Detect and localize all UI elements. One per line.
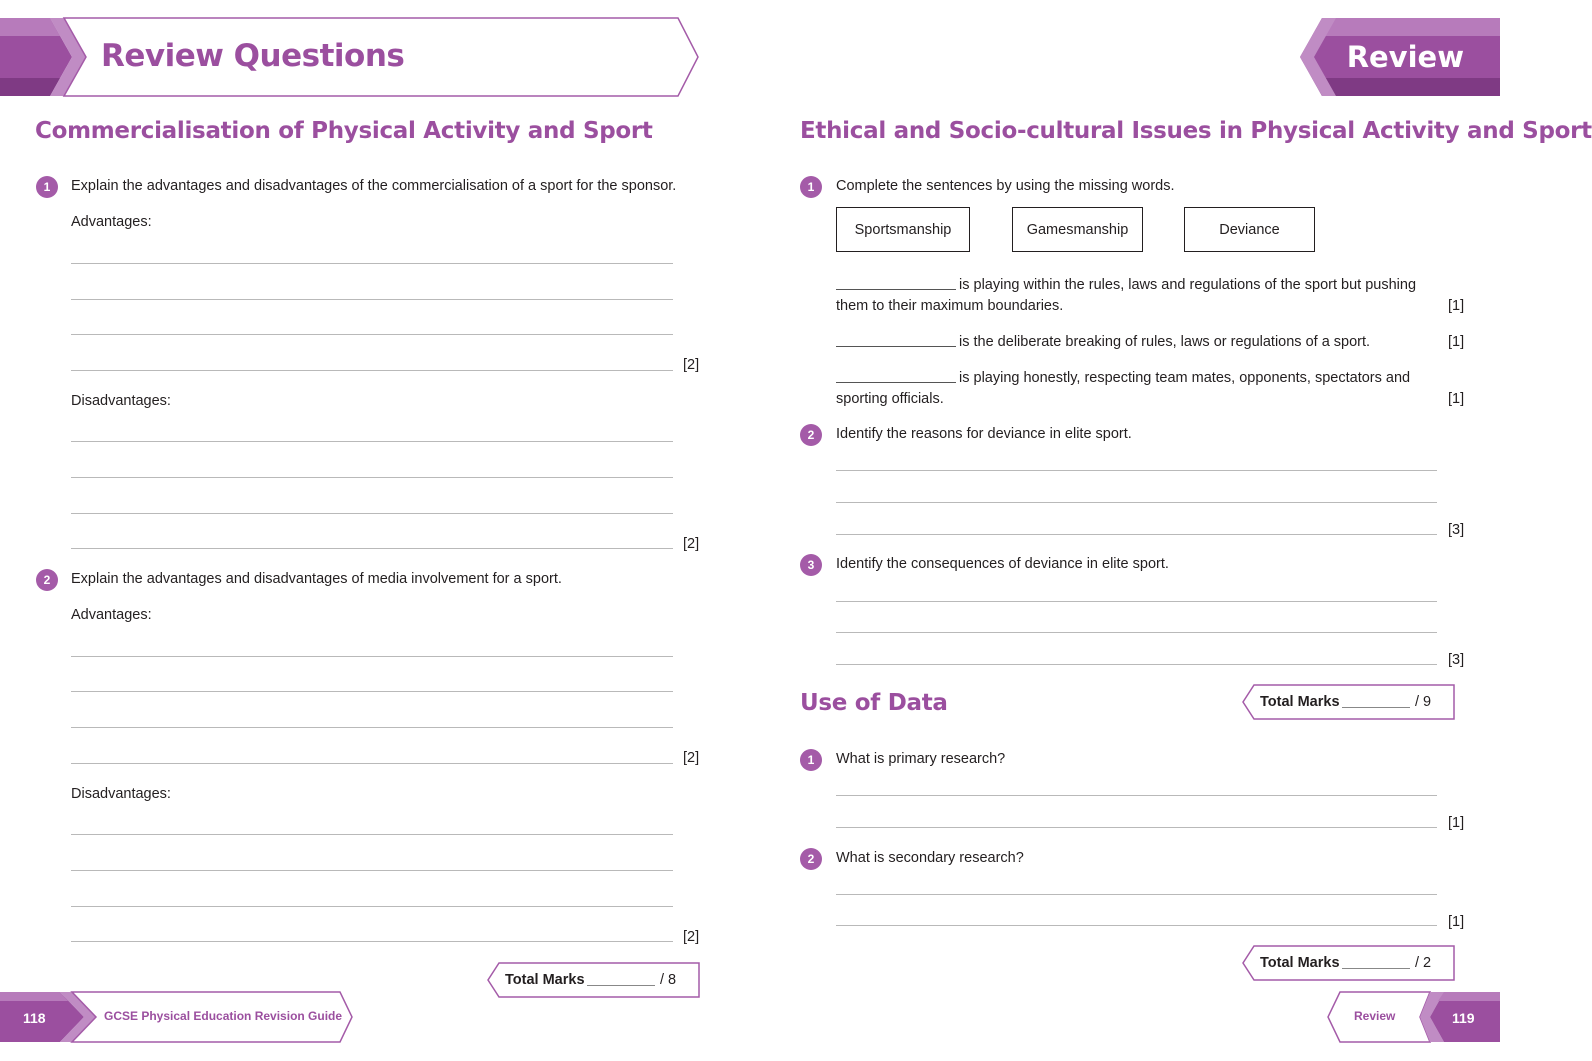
total-marks-box [487, 962, 701, 999]
mark-allocation: [1] [1448, 391, 1465, 407]
section-title-use-of-data: Use of Data [800, 690, 948, 716]
question-text: What is primary research? [836, 751, 1006, 767]
sentence-text-continued: them to their maximum boundaries. [836, 298, 1064, 314]
page-number-left: 118 [23, 1010, 46, 1026]
total-marks-blank[interactable] [1342, 968, 1410, 969]
sentence-text-continued: sporting officials. [836, 391, 944, 407]
answer-line[interactable] [836, 827, 1437, 828]
answer-line[interactable] [836, 470, 1437, 471]
question-number: 1 [800, 749, 822, 771]
mark-allocation: [1] [1448, 815, 1465, 831]
answer-line[interactable] [71, 941, 673, 942]
answer-line[interactable] [836, 795, 1437, 796]
disadvantages-label: Disadvantages: [71, 393, 171, 409]
answer-line[interactable] [836, 664, 1437, 665]
answer-line[interactable] [836, 601, 1437, 602]
question-text: Explain the advantages and disadvantages of the commercialisation of a sport for the sponsor. [71, 178, 677, 194]
word-box-deviance: Deviance [1184, 207, 1315, 252]
answer-line[interactable] [71, 727, 673, 728]
answer-line[interactable] [71, 299, 673, 300]
answer-line[interactable] [836, 502, 1437, 503]
answer-line[interactable] [71, 763, 673, 764]
question-text: What is secondary research? [836, 850, 1024, 866]
mark-allocation: [3] [1448, 652, 1465, 668]
sentence-text: is playing within the rules, laws and regulations of the sport but pushing [959, 277, 1417, 293]
answer-line[interactable] [71, 263, 673, 264]
answer-line[interactable] [836, 894, 1437, 895]
book-title: GCSE Physical Education Revision Guide [104, 1009, 343, 1023]
mark-allocation: [2] [683, 929, 700, 945]
advantages-label: Advantages: [71, 214, 152, 230]
answer-line[interactable] [71, 656, 673, 657]
total-marks-box [1242, 684, 1456, 721]
answer-line[interactable] [836, 534, 1437, 535]
answer-line[interactable] [71, 834, 673, 835]
question-number: 1 [36, 176, 58, 198]
question-number: 2 [36, 569, 58, 591]
advantages-label: Advantages: [71, 607, 152, 623]
question-text: Identify the reasons for deviance in elite sport. [836, 426, 1132, 442]
mark-allocation: [1] [1448, 914, 1465, 930]
question-number: 1 [800, 176, 822, 198]
question-text: Complete the sentences by using the missing words. [836, 178, 1175, 194]
page-title: Review Questions [101, 38, 405, 74]
word-box-sportsmanship: Sportsmanship [836, 207, 970, 252]
mark-allocation: [1] [1448, 298, 1465, 314]
sentence-text: is playing honestly, respecting team mates, opponents, spectators and [959, 370, 1411, 386]
question-number: 2 [800, 424, 822, 446]
answer-line[interactable] [71, 513, 673, 514]
fill-in-blank[interactable] [836, 382, 956, 383]
question-number: 3 [800, 554, 822, 576]
answer-line[interactable] [71, 441, 673, 442]
answer-line[interactable] [71, 691, 673, 692]
answer-line[interactable] [71, 334, 673, 335]
section-title-ethical: Ethical and Socio-cultural Issues in Physical Activity and Sport [800, 118, 1592, 144]
answer-line[interactable] [836, 925, 1437, 926]
answer-line[interactable] [71, 477, 673, 478]
mark-allocation: [1] [1448, 334, 1465, 350]
review-tab-label: Review [1346, 40, 1464, 74]
total-marks-box [1242, 945, 1456, 982]
mark-allocation: [2] [683, 357, 700, 373]
answer-line[interactable] [71, 548, 673, 549]
question-number: 2 [800, 848, 822, 870]
question-text: Identify the consequences of deviance in elite sport. [836, 556, 1169, 572]
fill-in-blank[interactable] [836, 346, 956, 347]
footer-review-label: Review [1354, 1009, 1396, 1023]
section-title-commercialisation: Commercialisation of Physical Activity and Sport [35, 118, 653, 144]
total-marks-label: Total Marks [1260, 694, 1340, 710]
disadvantages-label: Disadvantages: [71, 786, 171, 802]
total-marks-label: Total Marks [505, 972, 585, 988]
answer-line[interactable] [71, 906, 673, 907]
answer-line[interactable] [71, 870, 673, 871]
mark-allocation: [2] [683, 750, 700, 766]
answer-line[interactable] [836, 632, 1437, 633]
answer-line[interactable] [71, 370, 673, 371]
fill-in-blank[interactable] [836, 289, 956, 290]
total-marks-score: / 8 [660, 972, 677, 988]
mark-allocation: [2] [683, 536, 700, 552]
mark-allocation: [3] [1448, 522, 1465, 538]
total-marks-blank[interactable] [587, 985, 655, 986]
sentence-text: is the deliberate breaking of rules, laws or regulations of a sport. [959, 334, 1371, 350]
total-marks-blank[interactable] [1342, 707, 1410, 708]
total-marks-score: / 2 [1415, 955, 1432, 971]
total-marks-score: / 9 [1415, 694, 1432, 710]
question-text: Explain the advantages and disadvantages of media involvement for a sport. [71, 571, 562, 587]
total-marks-label: Total Marks [1260, 955, 1340, 971]
word-box-gamesmanship: Gamesmanship [1012, 207, 1143, 252]
page-number-right: 119 [1452, 1010, 1475, 1026]
